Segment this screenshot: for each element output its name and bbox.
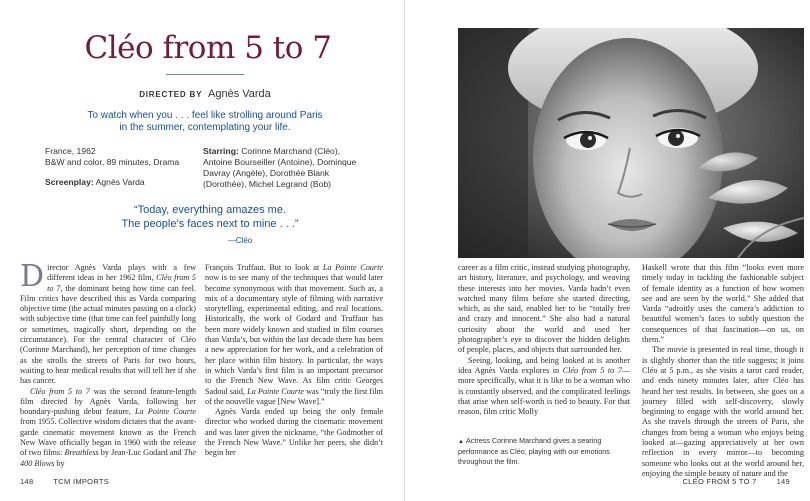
film-format: B&W and color, 89 minutes, Drama — [45, 157, 180, 167]
photo-caption — [458, 436, 630, 466]
right-column-2 — [642, 263, 804, 479]
quote-attribution: —Cléo — [227, 236, 253, 245]
body-text: François Truffaut. But to look at — [205, 263, 323, 272]
left-column-1 — [20, 259, 197, 469]
body-text: was the second feature-length film directed by Agnès Varda, following her boundary-pushing debut feature, — [20, 386, 197, 417]
starring-label: Starring: — [203, 146, 239, 156]
right-folio — [682, 477, 790, 486]
quote-line-1: “Today, everything amazes me. — [133, 204, 287, 216]
body-text: now is to see many of the techniques that would later become synonymous with that movement. Such as, a mix of a documentary style of filming with narrative storytelling, experimental editing, and real locations. Historically, the work of Godard and Truffaut has been more widely known and studied in film courses than Varda’s, but within the last decade there has been a new appreciation for her work, and a celebration of her place within film history. In particular, the ways in which Varda’s first film is an important precursor to the French New Wave. As film critic Georges Sadoul said, — [205, 273, 383, 396]
left-folio — [20, 477, 109, 486]
film-title-italic: Cléo from 5 to 7 — [30, 386, 90, 396]
title-divider — [166, 74, 244, 75]
film-title-italic: La Pointe Courte — [134, 407, 196, 417]
right-page — [405, 0, 810, 501]
director-line — [30, 88, 380, 100]
drop-cap: D — [20, 259, 45, 294]
film-title-italic: The 400 Blows — [20, 448, 196, 468]
paragraph: The movie is presented in real time, though it is slightly shorter than the title suggests; it joins Cléo at 5 p.m., as she visits a tarot card reader, and ends ninety minutes later, after Cléo has heard her test results. In between, she goes on a journey filled with self-discovery, slowly beginning to engage with the world around her. As she travels through the streets of Paris, she changes from being a woman who enjoys being looked at—gazing appreciatively at her own reflection in every mirror—to becoming someone who looks out at the world around her, enjoying the simple beauty of nature and the — [642, 345, 804, 478]
watch-line-1: To watch when you . . . feel like strolling around Paris — [87, 110, 323, 121]
film-title: Cléo from 5 to 7 — [84, 30, 332, 66]
page-number-right: 149 — [776, 477, 790, 486]
directed-by-label: DIRECTED BY — [139, 90, 203, 99]
paragraph — [20, 387, 196, 469]
body-text: by — [54, 458, 65, 468]
film-title-italic: Cléo from 5 to 7 — [47, 273, 196, 293]
screenplay-credit — [45, 177, 195, 188]
paragraph — [458, 356, 630, 418]
watch-when-blurb — [30, 110, 380, 134]
director-name: Agnès Varda — [208, 88, 271, 100]
screenplay-label: Screenplay: — [45, 177, 94, 187]
pull-quote — [80, 203, 340, 231]
body-text: Seeing, looking, and being looked at is another idea Agnès Varda explores in — [458, 355, 630, 375]
body-text: career as a film critic, instead studying photography, art history, literature, and psychology, and weaving these interests into her movies. Varda hadn’t even watched many films before she started directing, which, as she said, enabled her to be “totally free and crazy and innocent.” She also had a natural curiosity about the world and used her photographer’s eye to discover the hidden delights of people, places, and objects that surrounded her. — [458, 263, 630, 355]
left-column-2 — [205, 263, 383, 459]
watch-line-2: in the summer, contemplating your life. — [119, 122, 291, 133]
film-title-italic: Breathless — [64, 448, 99, 458]
body-text: —more specifically, what it is like to be a woman who is constantly observed, and the complicated feelings that arise when self-worth is tied to beauty. For that reason, film critic Molly — [458, 365, 630, 417]
film-facts — [45, 146, 195, 168]
screenplay-value: Agnès Varda — [95, 177, 145, 187]
caption-text: Actress Corinne Marchand gives a searing performance as Cléo, playing with our emotions throughout the film. — [458, 436, 610, 466]
quote-line-2: The people’s faces next to mine . . .” — [121, 218, 299, 230]
right-column-1 — [458, 263, 630, 417]
section-name-right: CLÉO FROM 5 TO 7 — [682, 477, 757, 486]
caption-arrow-icon: ▲ — [458, 439, 464, 445]
film-still-photo — [458, 28, 804, 258]
page-number-left: 148 — [20, 477, 34, 486]
body-text: , the dominant being how time can feel. Film critics have described this as Varda comparing objective time (the actual minutes passing on a clock) with subjective time (that time can feel painfully long or sometimes, tragically short, depending on the circumstance). For the central character of Cléo (Corinne Marchand), her perception of time changes as she strolls the streets of Paris for two hours, waiting to hear medical results that will tell her if she has cancer. — [20, 283, 197, 386]
film-title-italic: La Pointe Courte — [322, 263, 383, 272]
body-text: by Jean-Luc Godard and — [98, 448, 184, 458]
body-text: from 1955. Collective wisdom dictates that the avant-garde cinematic movement known as the French New Wave officially began in 1960 with the release of two films: — [20, 417, 196, 458]
film-title-italic: La Pointe Courte — [247, 386, 305, 396]
actress-portrait-image — [458, 28, 804, 258]
starring-credit — [203, 146, 363, 190]
film-title-italic: Cléo from 5 to 7 — [562, 365, 622, 375]
starring-value: Corinne Marchand (Cléo), Antoine Bourseiller (Antoine), Dominque Davray (Angèle), Dorothée Blank (Dorothée), Michel Legrand (Bob) — [203, 146, 357, 189]
film-year: France, 1962 — [45, 146, 96, 156]
section-name-left: TCM IMPORTS — [53, 477, 110, 486]
body-text: was “truly the first film of the nouvelle vague [New Wave].” — [205, 386, 384, 406]
body-text: irector Agnès Varda plays with a few different ideas in her 1962 film, — [47, 263, 196, 283]
paragraph: Agnès Varda ended up being the only female director who worked during the cinematic movement and was later given the nickname, “the Godmother of the French New Wave.” Unlike her peers, she didn’t begin her — [205, 407, 383, 458]
body-text: Haskell wrote that this film “looks even more timely today in tackling the fashionable subject of female identity as a function of how women see and are seen by the world.” She added that Varda “adroitly uses the camera’s addiction to beautiful women’s faces to subtly question the consequences of that fascination—on us, on them.” — [642, 263, 804, 345]
